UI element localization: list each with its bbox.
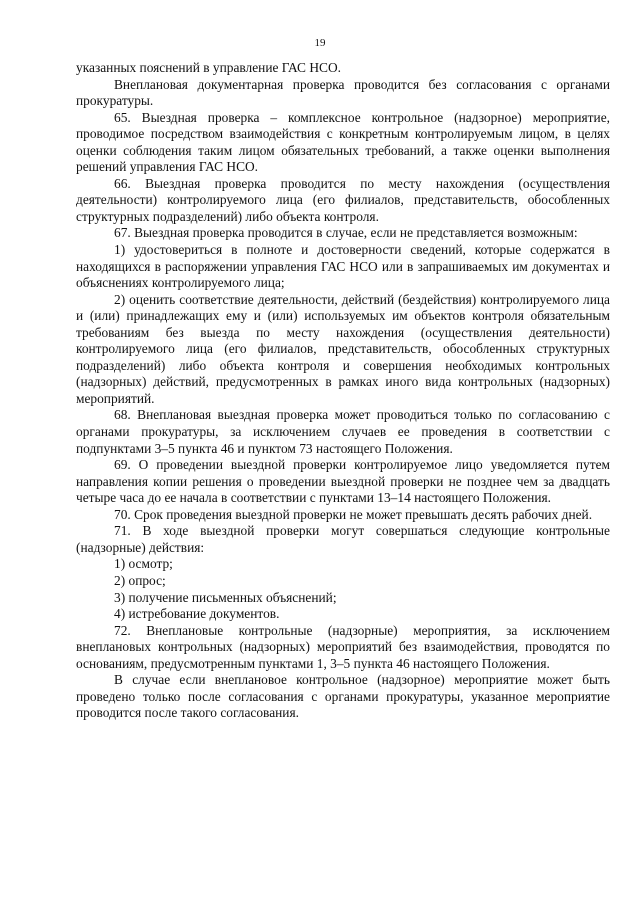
paragraph-71-item-4: 4) истребование документов. <box>114 606 280 622</box>
paragraph-71-item-3: 3) получение письменных объяснений; <box>114 589 337 605</box>
paragraph-72: 72. Внеплановые контрольные (надзорные) мероприятия, за исключением внеплановых контрольных (надзорных) мероприятий без взаимодействия, проводятся по основаниям, предусмотренным пунктами 1, 3–5 пункта 46 настоящего Положения. <box>76 622 610 671</box>
page-number: 19 <box>314 37 326 49</box>
paragraph-67: 67. Выездная проверка проводится в случае, если не представляется возможным: <box>114 225 578 241</box>
paragraph-unplanned-documentary-check: Внеплановая документарная проверка проводится без согласования с органами прокуратуры. <box>76 76 610 109</box>
paragraph-68: 68. Внеплановая выездная проверка может проводиться только по согласованию с органами прокуратуры, за исключением случаев ее проведения в соответствии с подпунктами 3–5 пункта 46 и пунктом 73 настоящего Положения. <box>76 407 610 456</box>
paragraph-continuation: указанных пояснений в управление ГАС НСО. <box>76 60 341 75</box>
paragraph-67-item-2: 2) оценить соответствие деятельности, действий (бездействия) контролируемого лица и (или) принадлежащих ему и (или) используемых им объектов контроля обязательным требованиям без выезда по месту нахождения (осуществления деятельности) контролируемого лица (его филиалов, представительств, обособленных структурных подразделений) либо объекта контроля и совершения необходимых контрольных (надзорных) действий, предусмотренных в рамках иного вида контрольных (надзорных) мероприятий. <box>76 291 610 406</box>
paragraph-65: 65. Выездная проверка – комплексное контрольное (надзорное) мероприятие, проводимое посредством взаимодействия с конкретным контролируемым лицом, в целях оценки соблюдения таким лицом обязательных требований, а также оценки выполнения решений управления ГАС НСО. <box>76 109 610 175</box>
paragraph-72-note: В случае если внеплановое контрольное (надзорное) мероприятие может быть проведено только после согласования с органами прокуратуры, указанное мероприятие проводится после такого согласования. <box>76 672 610 721</box>
paragraph-71-item-1: 1) осмотр; <box>114 556 173 572</box>
paragraph-70: 70. Срок проведения выездной проверки не может превышать десять рабочих дней. <box>114 506 593 522</box>
paragraph-71: 71. В ходе выездной проверки могут совершаться следующие контрольные (надзорные) действия: <box>76 523 610 555</box>
paragraph-66: 66. Выездная проверка проводится по месту нахождения (осуществления деятельности) контролируемого лица (его филиалов, представительств, обособленных структурных подразделений) либо объекта контроля. <box>76 175 610 224</box>
paragraph-71-item-2: 2) опрос; <box>114 572 166 588</box>
paragraph-69: 69. О проведении выездной проверки контролируемое лицо уведомляется путем направления копии решения о проведении выездной проверки не позднее чем за двадцать четыре часа до ее начала в соответствии с пунктами 13–14 настоящего Положения. <box>76 457 610 506</box>
document-body <box>76 60 610 722</box>
paragraph-67-item-1: 1) удостовериться в полноте и достоверности сведений, которые содержатся в находящихся в распоряжении управления ГАС НСО или в запрашиваемых им документах и объяснениях контролируемого лица; <box>76 242 610 291</box>
